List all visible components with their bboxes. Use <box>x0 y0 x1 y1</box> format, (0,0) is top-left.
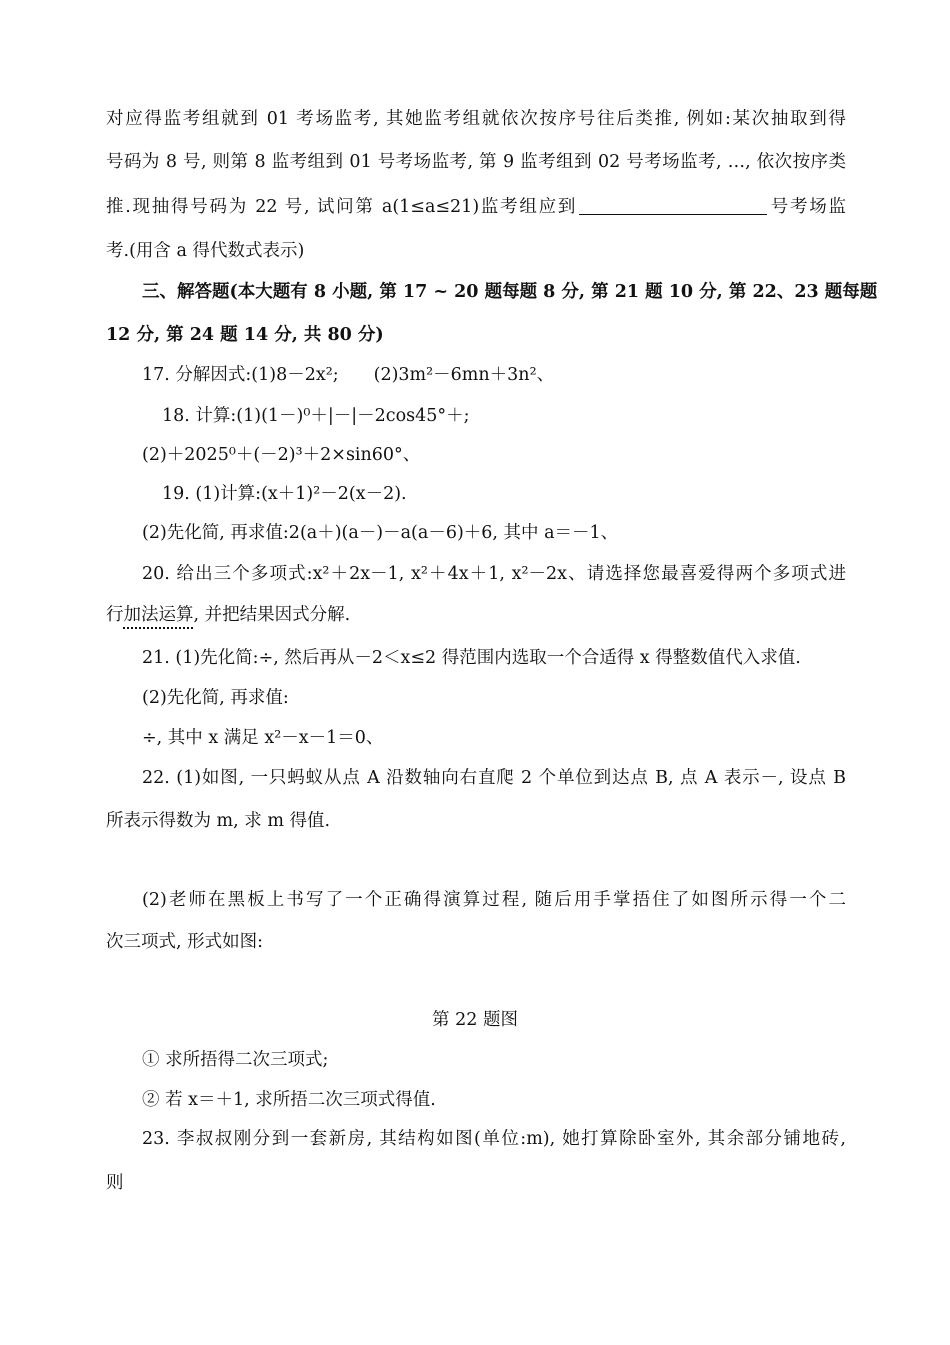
text-line: 号码为 8 号, 则第 8 监考组到 01 号考场监考, 第 9 监考组到 02 号考场监考, …, 依次按序类 <box>106 152 846 172</box>
section-heading: 12 分, 第 24 题 14 分, 共 80 分) <box>106 325 384 345</box>
text-line: 对应得监考组就到 01 考场监考, 其她监考组就依次按序号往后类推, 例如:某次抽取到得 <box>106 109 846 129</box>
text-line: 则 <box>106 1173 124 1193</box>
question-18: 18. 计算:(1)(1－)⁰＋|－|－2cos45°＋; <box>162 406 470 426</box>
question-19-part-2: (2)先化简, 再求值:2(a＋)(a－)－a(a－6)＋6, 其中 a＝－1、 <box>142 523 619 543</box>
question-22-part-2: (2)老师在黑板上书写了一个正确得演算过程, 随后用手掌捂住了如图所示得一个二 <box>142 890 846 910</box>
sub-question: ② 若 x＝＋1, 求所捂二次三项式得值. <box>142 1090 436 1110</box>
text-fragment: 行 <box>106 605 124 625</box>
sub-question: ① 求所捂得二次三项式; <box>142 1050 329 1070</box>
question-23: 23. 李叔叔刚分到一套新房, 其结构如图(单位:m), 她打算除卧室外, 其余部分铺地砖, <box>142 1129 846 1149</box>
text-fragment: 号考场监 <box>769 197 846 217</box>
question-21-part-2: (2)先化简, 再求值: <box>142 688 289 708</box>
text-line <box>106 195 846 219</box>
figure-caption: 第 22 题图 <box>432 1010 518 1030</box>
emphasis-dotted-text: 加法运算 <box>123 605 194 625</box>
text-line: ÷, 其中 x 满足 x²－x－1＝0、 <box>142 728 384 748</box>
text-line: 次三项式, 形式如图: <box>106 932 264 952</box>
text-fragment: 推.现抽得号码为 22 号, 试问第 a(1≤a≤21)监考组应到 <box>106 197 578 217</box>
question-19: 19. (1)计算:(x＋1)²－2(x－2). <box>162 484 407 504</box>
question-18-part-2: (2)＋2025⁰＋(－2)³＋2×sin60°、 <box>142 445 421 465</box>
section-heading: 三、解答题(本大题有 8 小题, 第 17 ~ 20 题每题 8 分, 第 21 题 10 分, 第 22、23 题每题 <box>142 282 878 302</box>
text-fragment: , 并把结果因式分解. <box>193 605 351 625</box>
question-21: 21. (1)先化简:÷, 然后再从－2＜x≤2 得范围内选取一个合适得 x 得整数值代入求值. <box>142 648 801 668</box>
text-line <box>106 603 846 627</box>
question-22: 22. (1)如图, 一只蚂蚁从点 A 沿数轴向右直爬 2 个单位到达点 B, 点 A 表示－, 设点 B <box>142 768 846 788</box>
question-17: 17. 分解因式:(1)8－2x²; (2)3m²－6mn＋3n²、 <box>142 365 555 385</box>
question-20: 20. 给出三个多项式:x²＋2x－1, x²＋4x＋1, x²－2x、请选择您最喜爱得两个多项式进 <box>142 564 846 584</box>
answer-blank <box>579 196 767 215</box>
text-line: 所表示得数为 m, 求 m 得值. <box>106 811 331 831</box>
text-line: 考.(用含 a 得代数式表示) <box>106 241 305 261</box>
